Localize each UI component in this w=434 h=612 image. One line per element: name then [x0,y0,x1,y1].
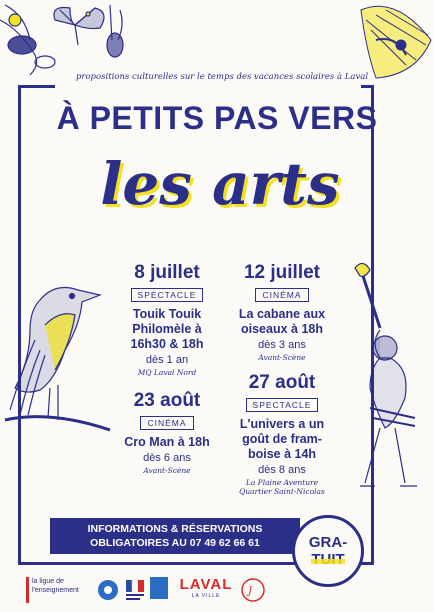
event-title: Cro Man à 18h [124,435,210,449]
flowers-butterfly-illustration [0,0,150,80]
event-category: SPECTACLE [131,288,204,302]
event-age: dès 6 ans [143,452,191,464]
event-4 [224,372,340,496]
event-1 [112,262,222,377]
event-venue: Avant-Scène [258,353,306,362]
title-line-1: À PETITS PAS VERS [56,100,378,136]
event-2 [226,262,338,362]
event-venue: MQ Laval Nord [137,368,197,377]
jeunesse-logo [240,577,266,603]
feather-illustration [356,0,434,82]
event-venue: La Plaine Aventure Quartier Saint-Nicolas [239,478,325,496]
svg-text:J: J [248,586,253,597]
event-title: La cabane aux oiseaux à 18h [238,307,326,336]
event-date: 8 juillet [134,262,199,284]
event-title: L'univers a un goût de fram- boise à 14h [239,417,325,461]
event-date: 27 août [249,372,316,394]
ligue-enseignement-logo: la ligue de l'enseignement [26,577,92,603]
gratuit-badge: GRA- [292,515,364,587]
event-venue: Avant-Scène [143,466,191,475]
event-age: dès 1 an [145,354,189,366]
event-age: dès 3 ans [258,339,306,351]
partner-logos [26,577,306,605]
caf-logo [96,577,120,603]
title-line-2: les arts [100,150,340,218]
caveman-illustration [325,258,434,498]
event-date: 23 août [134,390,201,412]
event-category: CINÉMA [140,416,193,430]
tagline: propositions culturelles sur le temps des vacances scolaires à Laval [75,72,369,82]
event-age: dès 8 ans [258,464,306,476]
event-date: 12 juillet [244,262,320,284]
laval-logo: LAVAL LA VILLE [179,576,233,599]
event-category: SPECTACLE [246,398,319,412]
event-title: Touik Touik Philomèle à 16h30 & 18h [130,307,204,351]
event-category: CINÉMA [255,288,308,302]
event-3 [112,390,222,475]
info-reservations-banner: INFORMATIONS & RÉSERVATIONS OBLIGATOIRES AU 07 49 62 66 61 [50,518,300,554]
bird-illustration [0,270,120,460]
departement-logo [150,577,168,599]
republique-francaise-logo [126,577,144,603]
